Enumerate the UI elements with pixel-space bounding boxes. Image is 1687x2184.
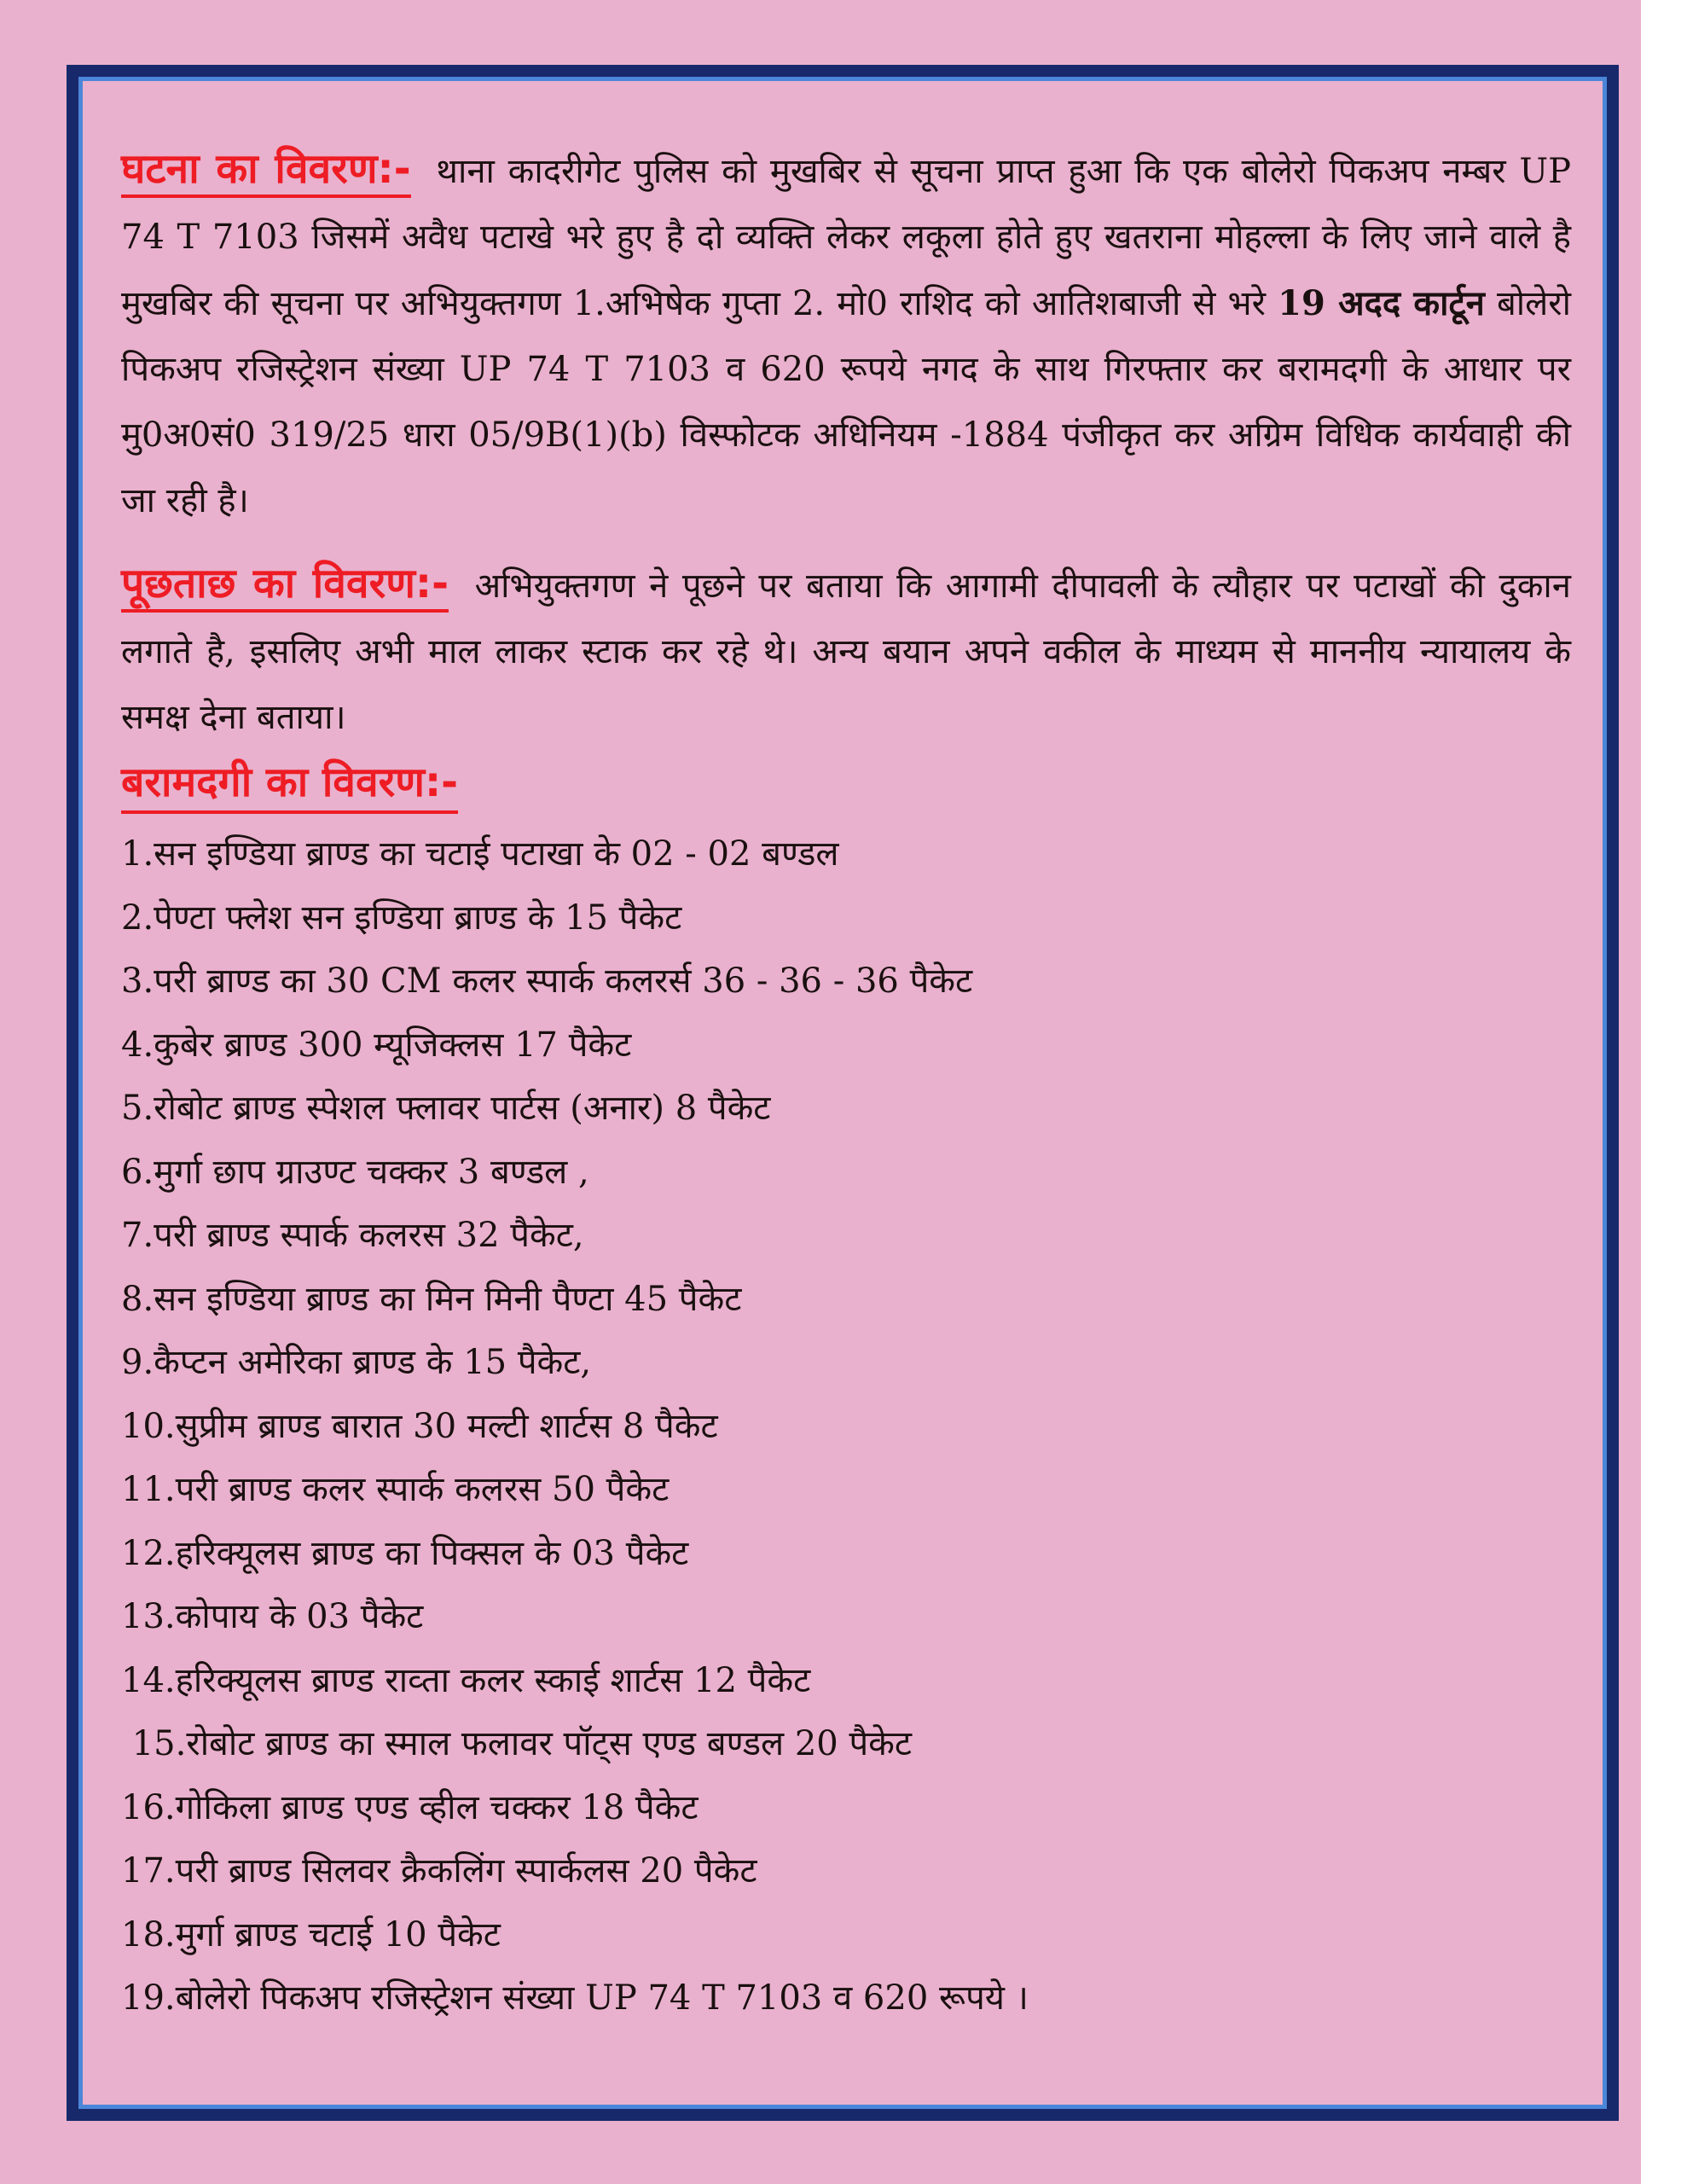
list-item: 10.सुप्रीम ब्राण्ड बारात 30 मल्टी शार्टस 8 पैकेट (121, 1406, 718, 1446)
list-item: 16.गोकिला ब्राण्ड एण्ड व्हील चक्कर 18 पैकेट (121, 1787, 699, 1827)
list-item: 19.बोलेरो पिकअप रजिस्ट्रेशन संख्या UP 74 T 7103 व 620 रूपये । (121, 1978, 1029, 2018)
document-content (121, 136, 1571, 2030)
list-item: 6.मुर्गा छाप ग्राउण्ट चक्कर 3 बण्डल , (121, 1152, 589, 1192)
list-item: 11.परी ब्राण्ड कलर स्पार्क कलरस 50 पैकेट (121, 1470, 670, 1509)
incident-bold-text: 19 अदद कार्टून (1278, 283, 1485, 323)
incident-heading: घटना का विवरण:- (121, 145, 411, 198)
list-item: 7.परी ब्राण्ड स्पार्क कलरस 32 पैकेट, (121, 1216, 584, 1255)
recovery-list (121, 822, 1571, 2030)
recovery-heading: बरामदगी का विवरण:- (121, 756, 458, 814)
interrogation-text: अभियुक्तगण ने पूछने पर बताया कि आगामी दीपावली के त्यौहार पर पटाखों की दुकान लगाते है, इसलिए अभी माल लाकर स्टाक कर रहे थे। अन्य बयान अपने वकील के माध्यम से माननीय न्यायालय के समक्ष देना बताया। (121, 566, 1571, 737)
list-item: 14.हरिक्यूलस ब्राण्ड राव्ता कलर स्काई शार्टस 12 पैकेट (121, 1660, 811, 1700)
list-item: 5.रोबोट ब्राण्ड स्पेशल फ्लावर पार्टस (अनार) 8 पैकेट (121, 1089, 771, 1128)
incident-text-2: बोलेरो पिकअप रजिस्ट्रेशन संख्या UP 74 T 7103 व 620 रूपये नगद के साथ गिरफ्तार कर बरामदगी के आधार पर मु0अ0सं0 319/25 धारा 05/9B(1)(b) विस्फोटक अधिनियम -1884 पंजीकृत कर अग्रिम विधिक कार्यवाही की जा रही है। (121, 284, 1571, 520)
incident-paragraph (121, 136, 1571, 534)
list-item: 4.कुबेर ब्राण्ड 300 म्यूजिक्लस 17 पैकेट (121, 1025, 632, 1065)
list-item: 15.रोबोट ब्राण्ड का स्माल फलावर पॉट्स एण्ड बण्डल 20 पैकेट (121, 1724, 913, 1763)
list-item: 12.हरिक्यूलस ब्राण्ड का पिक्सल के 03 पैकेट (121, 1533, 689, 1573)
list-item: 18.मुर्गा ब्राण्ड चटाई 10 पैकेट (121, 1914, 501, 1955)
list-item: 3.परी ब्राण्ड का 30 CM कलर स्पार्क कलरर्स 36 - 36 - 36 पैकेट (121, 961, 973, 1001)
list-item: 13.कोपाय के 03 पैकेट (121, 1597, 424, 1636)
list-item: 9.कैप्टन अमेरिका ब्राण्ड के 15 पैकेट, (121, 1343, 592, 1382)
list-item: 8.सन इण्डिया ब्राण्ड का मिन मिनी पैण्टा 45 पैकेट (121, 1279, 742, 1319)
interrogation-heading: पूछताछ का विवरण:- (121, 560, 449, 613)
list-item: 2.पेण्टा फ्लेश सन इण्डिया ब्राण्ड के 15 पैकेट (121, 897, 682, 938)
interrogation-paragraph (121, 551, 1571, 751)
list-item: 17.परी ब्राण्ड सिलवर क्रैकलिंग स्पार्कलस 20 पैकेट (121, 1851, 757, 1891)
list-item: 1.सन इण्डिया ब्राण्ड का चटाई पटाखा के 02 - 02 बण्डल (121, 834, 839, 874)
incident-text-1: थाना कादरीगेट पुलिस को मुखबिर से सूचना प्राप्त हुआ कि एक बोलेरो पिकअप नम्बर UP 74 T 7103 जिसमें अवैध पटाखे भरे हुए है दो व्यक्ति लेकर लकूला होते हुए खतराना मोहल्ला के लिए जाने वाले है मुखबिर की सूचना पर अभियुक्तगण 1.अभिषेक गुप्ता 2. मो0 राशिद को आतिशबाजी से भरे (121, 152, 1571, 323)
